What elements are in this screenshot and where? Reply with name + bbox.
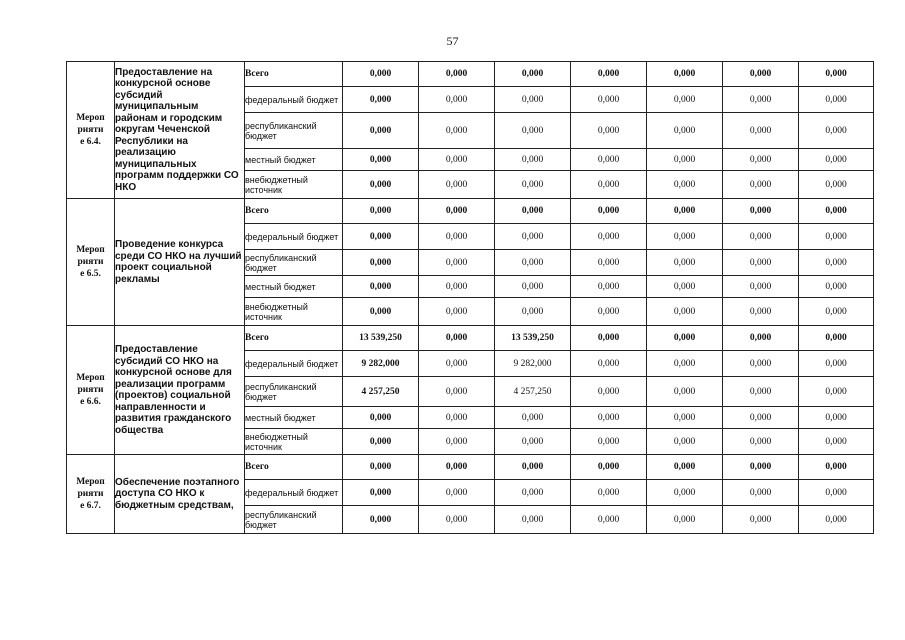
amount-cell: 0,000 (419, 326, 495, 351)
amount-cell: 0,000 (799, 199, 874, 224)
table-row (67, 62, 874, 87)
amount-cell: 0,000 (799, 224, 874, 250)
amount-cell: 9 282,000 (343, 351, 419, 377)
amount-cell: 0,000 (799, 149, 874, 171)
amount-cell: 0,000 (723, 298, 799, 326)
amount-cell: 0,000 (647, 455, 723, 480)
amount-cell: 0,000 (343, 455, 419, 480)
amount-cell: 13 539,250 (495, 326, 571, 351)
amount-cell: 0,000 (343, 62, 419, 87)
amount-cell: 0,000 (647, 276, 723, 298)
funding-source-label: Всего (245, 326, 343, 351)
amount-cell: 0,000 (495, 113, 571, 149)
amount-cell: 0,000 (647, 298, 723, 326)
amount-cell: 0,000 (571, 407, 647, 429)
funding-source-label: внебюджетный источник (245, 429, 343, 455)
amount-cell: 0,000 (647, 351, 723, 377)
activity-description: Предоставление субсидий СО НКО на конкурсной основе для реализации программ (проектов) социальной направленности и развития гражданского общества (115, 326, 245, 455)
amount-cell: 0,000 (723, 455, 799, 480)
amount-cell: 0,000 (571, 199, 647, 224)
amount-cell: 0,000 (799, 351, 874, 377)
amount-cell: 0,000 (571, 113, 647, 149)
funding-source-label: внебюджетный источник (245, 298, 343, 326)
amount-cell: 0,000 (495, 224, 571, 250)
amount-cell: 0,000 (723, 407, 799, 429)
amount-cell: 4 257,250 (343, 377, 419, 407)
amount-cell: 0,000 (723, 506, 799, 534)
amount-cell: 0,000 (419, 377, 495, 407)
amount-cell: 0,000 (419, 199, 495, 224)
amount-cell: 0,000 (419, 298, 495, 326)
amount-cell: 0,000 (799, 377, 874, 407)
amount-cell: 0,000 (723, 326, 799, 351)
funding-source-label: федеральный бюджет (245, 480, 343, 506)
amount-cell: 0,000 (799, 506, 874, 534)
amount-cell: 0,000 (723, 87, 799, 113)
amount-cell: 0,000 (571, 429, 647, 455)
table-row (67, 326, 874, 351)
amount-cell: 0,000 (723, 199, 799, 224)
amount-cell: 0,000 (419, 429, 495, 455)
amount-cell: 0,000 (419, 62, 495, 87)
amount-cell: 0,000 (571, 224, 647, 250)
amount-cell: 0,000 (647, 224, 723, 250)
amount-cell: 0,000 (419, 113, 495, 149)
amount-cell: 0,000 (419, 250, 495, 276)
amount-cell: 0,000 (571, 377, 647, 407)
funding-source-label: республиканский бюджет (245, 113, 343, 149)
amount-cell: 0,000 (571, 455, 647, 480)
amount-cell: 0,000 (419, 455, 495, 480)
amount-cell: 0,000 (495, 87, 571, 113)
amount-cell: 0,000 (647, 429, 723, 455)
amount-cell: 0,000 (343, 429, 419, 455)
amount-cell: 0,000 (647, 171, 723, 199)
amount-cell: 0,000 (723, 171, 799, 199)
funding-source-label: Всего (245, 62, 343, 87)
amount-cell: 0,000 (799, 87, 874, 113)
funding-source-label: местный бюджет (245, 407, 343, 429)
amount-cell: 0,000 (571, 149, 647, 171)
amount-cell: 0,000 (723, 113, 799, 149)
activity-code: Мероп рияти е 6.5. (67, 199, 115, 326)
amount-cell: 0,000 (495, 171, 571, 199)
amount-cell: 0,000 (343, 113, 419, 149)
amount-cell: 0,000 (647, 480, 723, 506)
amount-cell: 0,000 (419, 351, 495, 377)
amount-cell: 0,000 (647, 326, 723, 351)
amount-cell: 4 257,250 (495, 377, 571, 407)
amount-cell: 0,000 (723, 224, 799, 250)
amount-cell: 0,000 (799, 480, 874, 506)
amount-cell: 0,000 (571, 87, 647, 113)
activity-code: Мероп рияти е 6.6. (67, 326, 115, 455)
amount-cell: 0,000 (343, 407, 419, 429)
amount-cell: 0,000 (723, 149, 799, 171)
amount-cell: 9 282,000 (495, 351, 571, 377)
amount-cell: 0,000 (799, 298, 874, 326)
amount-cell: 0,000 (723, 351, 799, 377)
amount-cell: 0,000 (495, 506, 571, 534)
amount-cell: 0,000 (343, 276, 419, 298)
amount-cell: 0,000 (799, 250, 874, 276)
amount-cell: 0,000 (343, 171, 419, 199)
table-row (67, 455, 874, 480)
amount-cell: 0,000 (647, 62, 723, 87)
amount-cell: 0,000 (799, 171, 874, 199)
amount-cell: 0,000 (419, 171, 495, 199)
amount-cell: 0,000 (799, 455, 874, 480)
amount-cell: 0,000 (419, 224, 495, 250)
amount-cell: 0,000 (647, 149, 723, 171)
amount-cell: 0,000 (799, 326, 874, 351)
page-number: 57 (446, 34, 459, 48)
activity-description: Проведение конкурса среди СО НКО на лучший проект социальной рекламы (115, 199, 245, 326)
amount-cell: 0,000 (723, 62, 799, 87)
amount-cell: 0,000 (343, 480, 419, 506)
funding-source-label: Всего (245, 199, 343, 224)
amount-cell: 0,000 (495, 407, 571, 429)
amount-cell: 0,000 (495, 429, 571, 455)
funding-source-label: республиканский бюджет (245, 506, 343, 534)
amount-cell: 0,000 (495, 480, 571, 506)
amount-cell: 0,000 (647, 377, 723, 407)
amount-cell: 0,000 (723, 480, 799, 506)
activity-description: Обеспечение поэтапного доступа СО НКО к бюджетным средствам, (115, 455, 245, 534)
amount-cell: 0,000 (343, 87, 419, 113)
amount-cell: 0,000 (495, 199, 571, 224)
amount-cell: 0,000 (343, 250, 419, 276)
amount-cell: 0,000 (571, 250, 647, 276)
amount-cell: 0,000 (799, 276, 874, 298)
amount-cell: 0,000 (571, 480, 647, 506)
amount-cell: 0,000 (571, 276, 647, 298)
amount-cell: 0,000 (495, 250, 571, 276)
amount-cell: 0,000 (723, 429, 799, 455)
amount-cell: 0,000 (419, 407, 495, 429)
amount-cell: 0,000 (419, 149, 495, 171)
amount-cell: 0,000 (723, 250, 799, 276)
amount-cell: 0,000 (723, 377, 799, 407)
amount-cell: 0,000 (343, 298, 419, 326)
amount-cell: 0,000 (419, 506, 495, 534)
amount-cell: 0,000 (343, 506, 419, 534)
amount-cell: 0,000 (799, 62, 874, 87)
amount-cell: 0,000 (647, 199, 723, 224)
funding-source-label: федеральный бюджет (245, 351, 343, 377)
table-row (67, 199, 874, 224)
amount-cell: 0,000 (495, 276, 571, 298)
amount-cell: 0,000 (495, 298, 571, 326)
amount-cell: 0,000 (419, 480, 495, 506)
amount-cell: 0,000 (571, 171, 647, 199)
funding-source-label: Всего (245, 455, 343, 480)
amount-cell: 0,000 (495, 62, 571, 87)
amount-cell: 13 539,250 (343, 326, 419, 351)
funding-source-label: местный бюджет (245, 149, 343, 171)
amount-cell: 0,000 (799, 407, 874, 429)
activity-code: Мероп рияти е 6.4. (67, 62, 115, 199)
amount-cell: 0,000 (571, 351, 647, 377)
amount-cell: 0,000 (571, 298, 647, 326)
amount-cell: 0,000 (495, 149, 571, 171)
budget-table (66, 61, 874, 534)
amount-cell: 0,000 (495, 455, 571, 480)
amount-cell: 0,000 (647, 250, 723, 276)
amount-cell: 0,000 (419, 87, 495, 113)
amount-cell: 0,000 (647, 113, 723, 149)
funding-source-label: внебюджетный источник (245, 171, 343, 199)
amount-cell: 0,000 (647, 87, 723, 113)
amount-cell: 0,000 (419, 276, 495, 298)
funding-source-label: федеральный бюджет (245, 87, 343, 113)
activity-code: Мероп рияти е 6.7. (67, 455, 115, 534)
funding-source-label: республиканский бюджет (245, 377, 343, 407)
amount-cell: 0,000 (799, 113, 874, 149)
activity-description: Предоставление на конкурсной основе субсидий муниципальным районам и городским округам Чеченской Республики на реализацию муниципальных программ поддержки СО НКО (115, 62, 245, 199)
amount-cell: 0,000 (343, 224, 419, 250)
funding-source-label: федеральный бюджет (245, 224, 343, 250)
amount-cell: 0,000 (647, 407, 723, 429)
amount-cell: 0,000 (647, 506, 723, 534)
funding-source-label: республиканский бюджет (245, 250, 343, 276)
amount-cell: 0,000 (571, 326, 647, 351)
funding-source-label: местный бюджет (245, 276, 343, 298)
amount-cell: 0,000 (799, 429, 874, 455)
amount-cell: 0,000 (343, 149, 419, 171)
amount-cell: 0,000 (571, 62, 647, 87)
amount-cell: 0,000 (571, 506, 647, 534)
amount-cell: 0,000 (343, 199, 419, 224)
amount-cell: 0,000 (723, 276, 799, 298)
